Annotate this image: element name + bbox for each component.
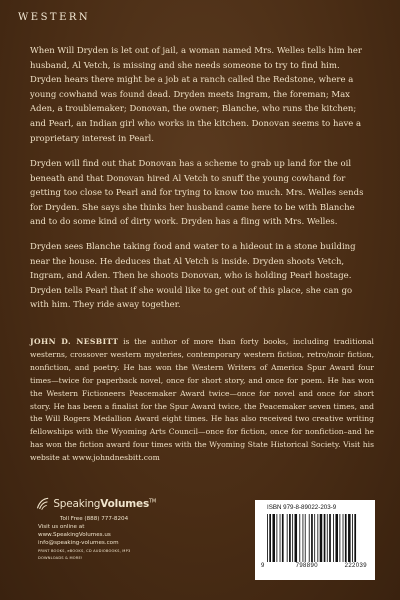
barcode-bar [343,514,344,562]
author-name: JOHN D. NESBITT [30,337,119,346]
barcode-bar [269,514,271,562]
barcode-graphic [261,514,369,562]
barcode-bar [339,514,340,562]
barcode-bar [335,514,338,562]
barcode-bar [280,514,281,562]
barcode-bar [354,514,356,562]
barcode-bar [309,514,310,562]
author-bio [30,336,374,465]
barcode-bar [352,514,353,562]
barcode-bar [267,514,268,562]
barcode-bar [324,514,326,562]
barcode-bar [305,514,306,562]
barcode-bar [311,514,313,562]
barcode-bar [345,514,347,562]
barcode-bar [287,514,288,562]
blurb-paragraph-3: Dryden sees Blanche taking food and water to a hideout in a stone building near the house. He deduces that Al Vetch is inside. Dryden shoots Vetch, Ingram, and Aden. Then he shoots Donovan, who is holding Pearl hostage. Dryden tells Pearl that if she would like to get out of this place, she can go with him. They ride away together. [30,242,356,311]
barcode-bar [272,514,275,562]
barcode-bar [299,514,300,562]
publisher-wordmark [53,498,156,510]
author-bio-text: is the author of more than forty books, including traditional westerns, crossover western mysteries, contemporary western fiction, retro/noir fiction, nonfiction, and poetry. He has won the Western Writers of America Spur Award four times—twice for paperback novel, once for short story, and once for poem. He has won the Western Fictioneers Peacemaker Award twice—once for novel and once for short story. He has been a finalist for the Spur Award twice, the Peacemaker seven times, and the Will Rogers Medallion Award eight times. He has also received two creative writing fellowships with the Wyoming Arts Council—once for fiction, once for nonfiction–and he has won the fiction award four times with the Wyoming State Historical Society. Visit his website at www.johndnesbitt.com [30,337,374,463]
blurb-paragraph-1: When Will Dryden is let out of jail, a woman named Mrs. Welles tells him her husband, Al Vetch, is missing and she needs someone to try to find him. Dryden hears there might be a job at a ranch called the Redstone, where a young cowhand was found dead. Dryden meets Ingram, the foreman; Max Aden, a troublemaker; Donovan, the owner; Blanche, who runs the kitchen; and Pearl, an Indian girl who works in the kitchen. Donovan seems to have a proprietary interest in Pearl. [30,46,362,144]
barcode-bar [329,514,331,562]
publisher-phone: Toll Free (888) 777-8204 [60,516,129,522]
barcode-bar [303,514,304,562]
barcode-bar [292,514,293,562]
isbn-digit-group-2: 222039 [344,563,367,569]
barcode-bar [333,514,334,562]
isbn-barcode-panel [255,500,375,580]
barcode-bar [348,514,351,562]
barcode-bar [327,514,328,562]
barcode-bar [289,514,291,562]
publisher-logo [36,493,156,515]
isbn-digits [261,563,367,569]
isbn-label: ISBN 979-8-89022-203-9 [267,504,337,511]
genre-label: WESTERN [18,12,91,23]
publisher-website: Visit us online at www.SpeakingVolumes.us [38,524,111,538]
barcode-bar [317,514,318,562]
barcode-bar [276,514,277,562]
barcode-bar [282,514,284,562]
publisher-formats: PRINT BOOKS, eBOOKS, CD AUDIOBOOKS, MP3 DOWNLOADS & MORE! [38,549,131,560]
barcode-bar [295,514,298,562]
isbn-digit-group-1: 798890 [295,563,318,569]
publisher-block [36,493,156,562]
barcode-bar [314,514,315,562]
publisher-name-bold: Volumes [100,498,150,510]
barcode-bar [320,514,323,562]
trademark-mark: TM [149,498,156,505]
blurb-paragraph-2: Dryden will find out that Donovan has a scheme to grab up land for the oil beneath and that Donovan hired Al Vetch to snuff the young cowhand for getting too close to Pearl and for trying to know too much. Mrs. Welles sends for Dryden. She says she thinks her husband came here to be with Blanche and to do some kind of dirty work. Dryden has a fling with Mrs. Welles. [30,159,364,228]
publisher-name-regular: Speaking [53,498,101,510]
speech-waves-icon [36,493,50,515]
isbn-lead-digit: 9 [261,563,265,569]
publisher-email: info@speaking-volumes.com [38,540,119,546]
